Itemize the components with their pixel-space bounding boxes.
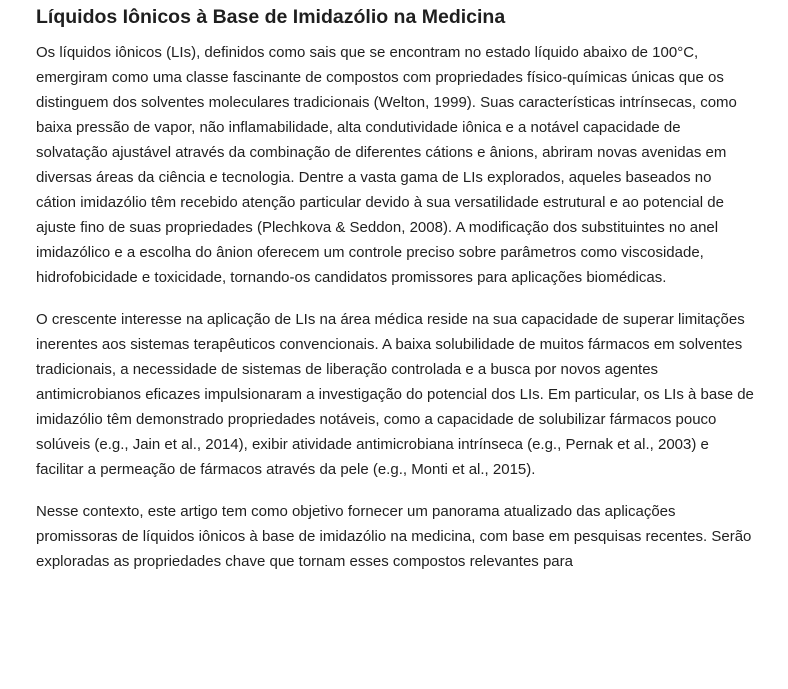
article-title: Líquidos Iônicos à Base de Imidazólio na Medicina [36, 6, 506, 28]
article [36, 0, 754, 574]
bottom-fade [0, 629, 788, 689]
paragraph-3: Nesse contexto, este artigo tem como objetivo fornecer um panorama atualizado das aplicações promissoras de líquidos iônicos à base de imidazólio na medicina, com base em pesquisas recentes. Serão exploradas as propriedades chave que tornam esses compostos relevantes para [36, 503, 752, 570]
paragraph-2: O crescente interesse na aplicação de LIs na área médica reside na sua capacidade de superar limitações inerentes aos sistemas terapêuticos convencionais. A baixa solubilidade de muitos fármacos em solventes tradicionais, a necessidade de sistemas de liberação controlada e a busca por novos agentes antimicrobianos eficazes impulsionaram a investigação do potencial dos LIs. Em particular, os LIs à base de imidazólio têm demonstrado propriedades notáveis, como a capacidade de solubilizar fármacos pouco solúveis (e.g., Jain et al., 2014), exibir atividade antimicrobiana intrínseca (e.g., Pernak et al., 2003) e facilitar a permeação de fármacos através da pele (e.g., Monti et al., 2015). [36, 311, 754, 478]
paragraph-1: Os líquidos iônicos (LIs), definidos como sais que se encontram no estado líquido abaixo de 100°C, emergiram como uma classe fascinante de compostos com propriedades físico-químicas únicas que os distinguem dos solventes moleculares tradicionais (Welton, 1999). Suas características intrínsecas, como baixa pressão de vapor, não inflamabilidade, alta condutividade iônica e a notável capacidade de solvatação ajustável através da combinação de diferentes cátions e ânions, abriram novas avenidas em diversas áreas da ciência e tecnologia. Dentre a vasta gama de LIs explorados, aqueles baseados no cátion imidazólio têm recebido atenção particular devido à sua versatilidade estrutural e ao potencial de ajuste fino de suas propriedades (Plechkova & Seddon, 2008). A modificação dos substituintes no anel imidazólico e a escolha do ânion oferecem um controle preciso sobre parâmetros como viscosidade, hidrofobicidade e toxicidade, tornando-os candidatos promissores para aplicações biomédicas. [36, 44, 737, 286]
